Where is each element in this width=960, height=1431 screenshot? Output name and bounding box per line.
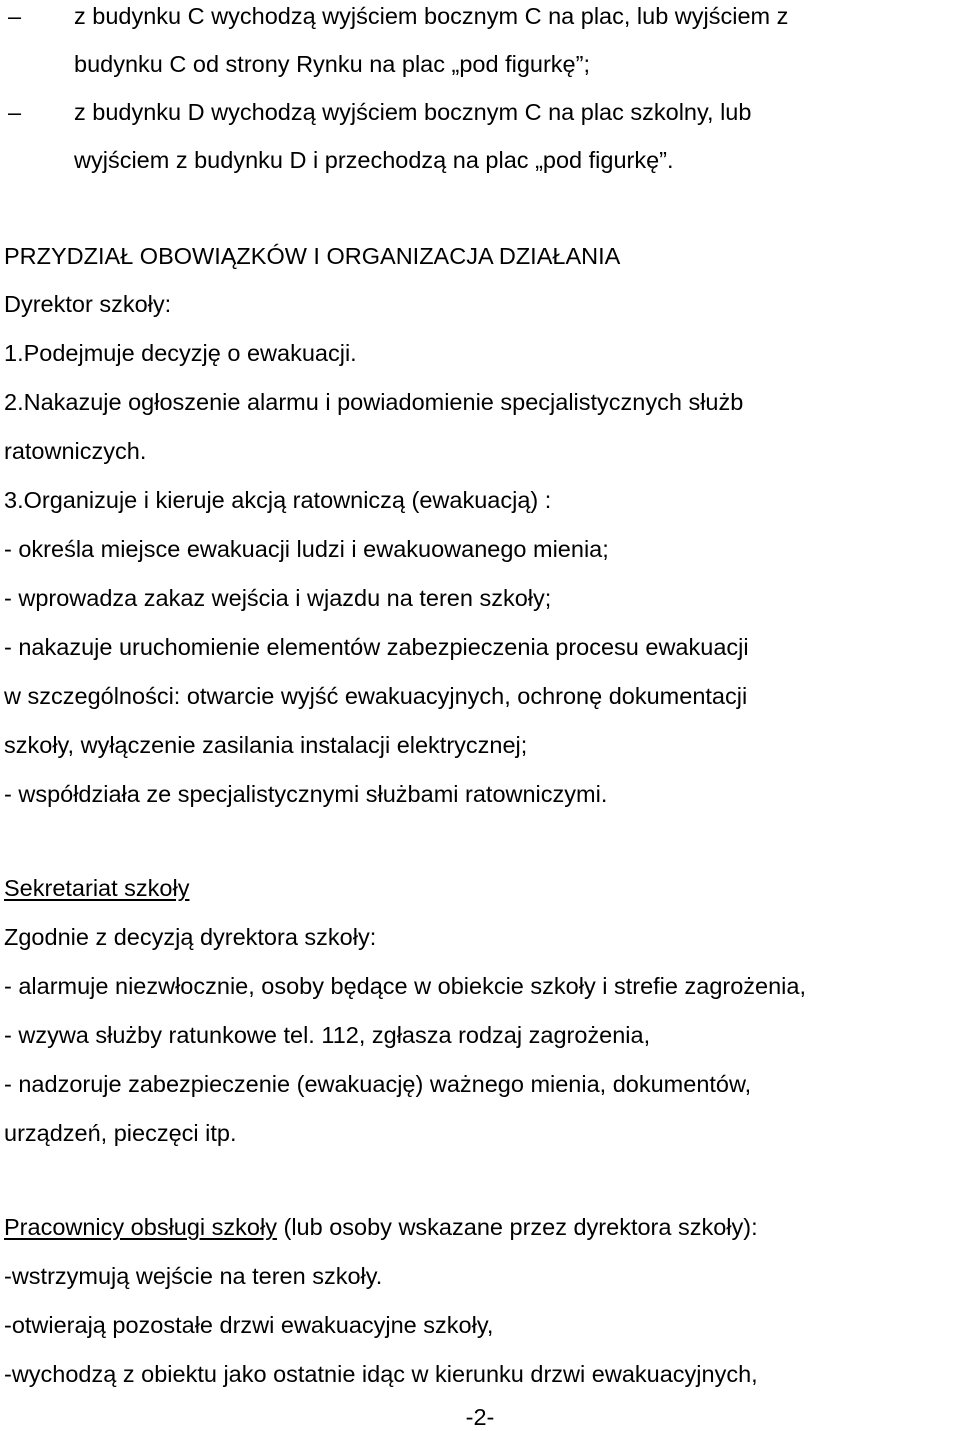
- secretariat-title: Sekretariat szkoły: [4, 875, 190, 901]
- director-item: w szczególności: otwarcie wyjść ewakuacyjnych, ochronę dokumentacji: [4, 683, 748, 709]
- director-item: - współdziała ze specjalistycznymi służbami ratowniczymi.: [4, 781, 608, 807]
- dash-bullet: –: [8, 99, 22, 125]
- director-item: - wprowadza zakaz wejścia i wjazdu na teren szkoły;: [4, 585, 552, 611]
- dash-bullet: –: [8, 3, 22, 29]
- route-text-line: z budynku C wychodzą wyjściem bocznym C na plac, lub wyjściem z: [74, 3, 789, 29]
- secretariat-line: Zgodnie z decyzją dyrektora szkoły:: [4, 924, 377, 950]
- secretariat-line: - alarmuje niezwłocznie, osoby będące w obiekcie szkoły i strefie zagrożenia,: [4, 973, 806, 999]
- director-item: - nakazuje uruchomienie elementów zabezpieczenia procesu ewakuacji: [4, 634, 749, 660]
- secretariat-line: - nadzoruje zabezpieczenie (ewakuację) ważnego mienia, dokumentów,: [4, 1071, 752, 1097]
- page-number: -2-: [465, 1404, 495, 1430]
- director-title: Dyrektor szkoły:: [4, 291, 172, 317]
- staff-line: -otwierają pozostałe drzwi ewakuacyjne szkoły,: [4, 1312, 494, 1338]
- route-text-line: wyjściem z budynku D i przechodzą na plac „pod figurkę”.: [74, 147, 674, 173]
- secretariat-line: - wzywa służby ratunkowe tel. 112, zgłasza rodzaj zagrożenia,: [4, 1022, 651, 1048]
- staff-title-suffix: (lub osoby wskazane przez dyrektora szkoły):: [276, 1214, 758, 1240]
- director-item: ratowniczych.: [4, 438, 147, 464]
- director-item: szkoły, wyłączenie zasilania instalacji elektrycznej;: [4, 732, 528, 758]
- staff-heading: [4, 1213, 758, 1241]
- secretariat-line: urządzeń, pieczęci itp.: [4, 1120, 237, 1146]
- section-heading: PRZYDZIAŁ OBOWIĄZKÓW I ORGANIZACJA DZIAŁANIA: [4, 243, 621, 269]
- staff-title: Pracownicy obsługi szkoły: [4, 1214, 277, 1240]
- staff-line: -wychodzą z obiektu jako ostatnie idąc w kierunku drzwi ewakuacyjnych,: [4, 1361, 758, 1387]
- staff-line: -wstrzymują wejście na teren szkoły.: [4, 1263, 383, 1289]
- director-item: 2.Nakazuje ogłoszenie alarmu i powiadomienie specjalistycznych służb: [4, 389, 744, 415]
- director-item: - określa miejsce ewakuacji ludzi i ewakuowanego mienia;: [4, 536, 609, 562]
- route-text-line: budynku C od strony Rynku na plac „pod figurkę”;: [74, 51, 590, 77]
- director-item: 3.Organizuje i kieruje akcją ratowniczą (ewakuacją) :: [4, 487, 552, 513]
- route-text-line: z budynku D wychodzą wyjściem bocznym C na plac szkolny, lub: [74, 99, 752, 125]
- director-item: 1.Podejmuje decyzję o ewakuacji.: [4, 340, 357, 366]
